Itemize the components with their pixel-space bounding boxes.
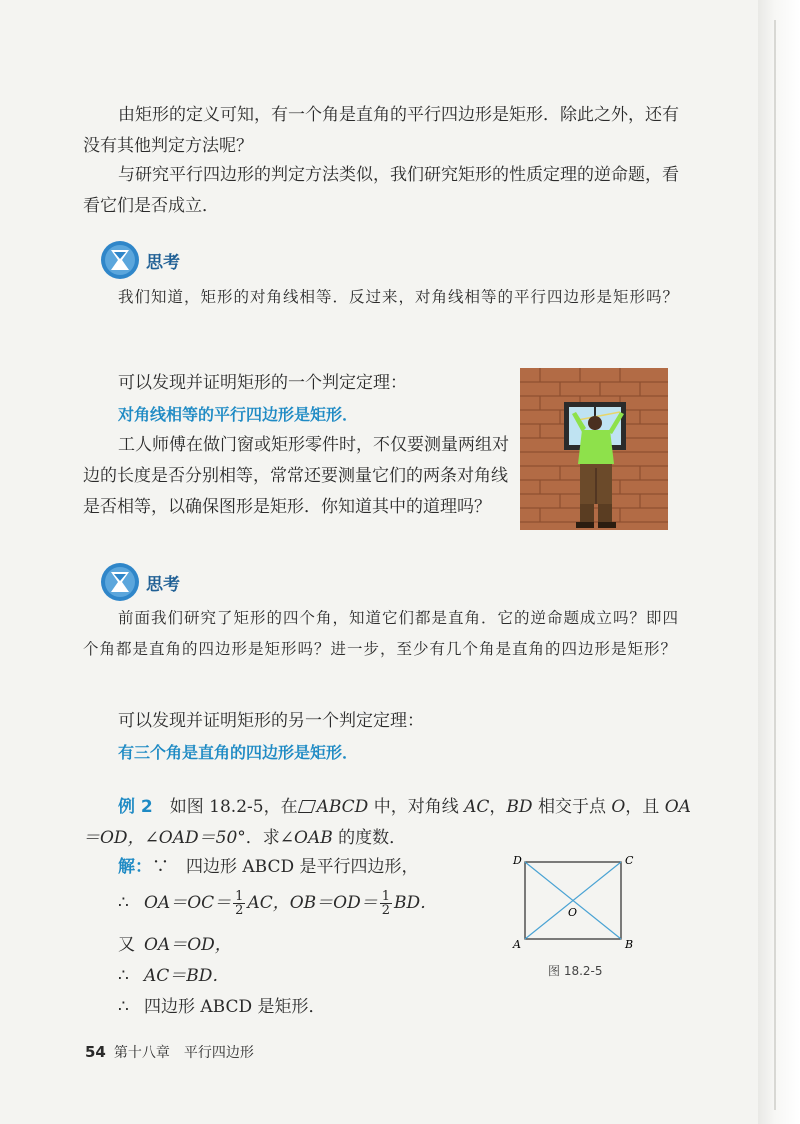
worker-measuring-window-photo	[520, 368, 668, 530]
solution-text: 四边形 ABCD 是矩形．	[144, 997, 326, 1017]
example-condition: OA＝OD，∠OAD＝50°	[83, 797, 691, 848]
solution-math: OA＝OC＝	[144, 893, 232, 913]
think-heading-1	[100, 240, 180, 280]
think-label-2: 思考	[146, 574, 180, 595]
fraction-numerator: 1	[235, 889, 244, 904]
paragraph-2: 与研究平行四边形的判定方法类似，我们研究矩形的性质定理的逆命题，看看它们是否成立．	[83, 165, 679, 216]
solution-label: 解：	[118, 857, 152, 877]
because-symbol: ∵	[152, 857, 169, 877]
think-text-1: 我们知道，矩形的对角线相等．反过来，对角线相等的平行四边形是矩形吗？	[118, 288, 680, 306]
page-number: 54	[85, 1043, 106, 1061]
theorem-1-statement: 对角线相等的平行四边形是矩形．	[118, 405, 359, 424]
example-text: ，	[489, 797, 507, 817]
example-var: AC	[464, 797, 490, 817]
think-icon	[100, 562, 140, 602]
therefore-symbol: ∴	[118, 997, 129, 1017]
vertex-label-c: C	[625, 854, 634, 867]
think-icon	[100, 240, 140, 280]
vertex-label-d: D	[513, 854, 522, 867]
think-heading-2	[100, 562, 180, 602]
example-var: ∠OAB	[279, 828, 333, 848]
solution-math: AC＝BD．	[144, 966, 230, 986]
theorem-1-application: 工人师傅在做门窗或矩形零件时，不仅要测量两组对边的长度是否分别相等，常常还要测量它们的两条对角线是否相等，以确保图形是矩形．你知道其中的道理吗？	[83, 435, 509, 517]
think-label-1: 思考	[146, 252, 180, 273]
solution-line-5	[118, 992, 498, 1023]
figure-caption: 图 18.2-5	[548, 964, 603, 978]
example-text: 的度数．	[332, 828, 407, 848]
rectangle-diagram	[505, 850, 645, 955]
example-label: 例 2	[118, 797, 153, 817]
therefore-symbol: ∴	[118, 893, 129, 913]
example-text: 如图 18.2-5，在	[169, 797, 298, 817]
solution-line-2	[118, 888, 498, 919]
fraction-one-half	[233, 890, 245, 917]
example-text: ．求	[245, 828, 280, 848]
also-word: 又	[118, 935, 135, 955]
example-var: O	[611, 797, 626, 817]
theorem-2-intro: 可以发现并证明矩形的另一个判定定理：	[118, 711, 424, 731]
think-text-2: 前面我们研究了矩形的四个角，知道它们都是直角．它的逆命题成立吗？即四个角都是直角的四边形是矩形吗？进一步，至少有几个角是直角的四边形是矩形？	[83, 609, 680, 658]
fraction-denominator: 2	[381, 903, 391, 918]
example-var: BD	[506, 797, 533, 817]
vertex-label-b: B	[625, 938, 634, 951]
chapter-number: 第十八章	[113, 1045, 170, 1061]
parallelogram-symbol	[297, 800, 315, 813]
example-text: 相交于点	[532, 797, 612, 817]
theorem-1-intro: 可以发现并证明矩形的一个判定定理：	[118, 373, 407, 393]
center-label-o: O	[568, 906, 578, 919]
fraction-denominator: 2	[235, 903, 244, 918]
example-text: ，且	[625, 797, 665, 817]
solution-math: AC，OB＝OD＝	[247, 893, 378, 913]
vertex-label-a: A	[513, 938, 521, 951]
example-text: 中，对角线	[368, 797, 465, 817]
solution-line-3	[118, 930, 498, 961]
solution-line-4	[118, 961, 498, 992]
page-footer	[85, 1042, 254, 1062]
chapter-title: 平行四边形	[183, 1045, 254, 1061]
solution-text: 四边形 ABCD 是平行四边形，	[186, 857, 419, 877]
solution-math: BD．	[394, 893, 438, 913]
example-2	[83, 792, 693, 854]
therefore-symbol: ∴	[118, 966, 129, 986]
page-edge	[758, 0, 800, 1124]
fraction-one-half	[380, 890, 392, 917]
example-var: ABCD	[316, 797, 369, 817]
fraction-numerator: 1	[381, 889, 391, 904]
page-edge-line	[774, 20, 776, 1110]
theorem-2-statement: 有三个角是直角的四边形是矩形．	[118, 743, 359, 762]
solution-line-1	[118, 852, 498, 883]
paragraph-1: 由矩形的定义可知，有一个角是直角的平行四边形是矩形．除此之外，还有没有其他判定方法呢？	[83, 105, 679, 156]
solution-math: OA＝OD，	[144, 935, 232, 955]
